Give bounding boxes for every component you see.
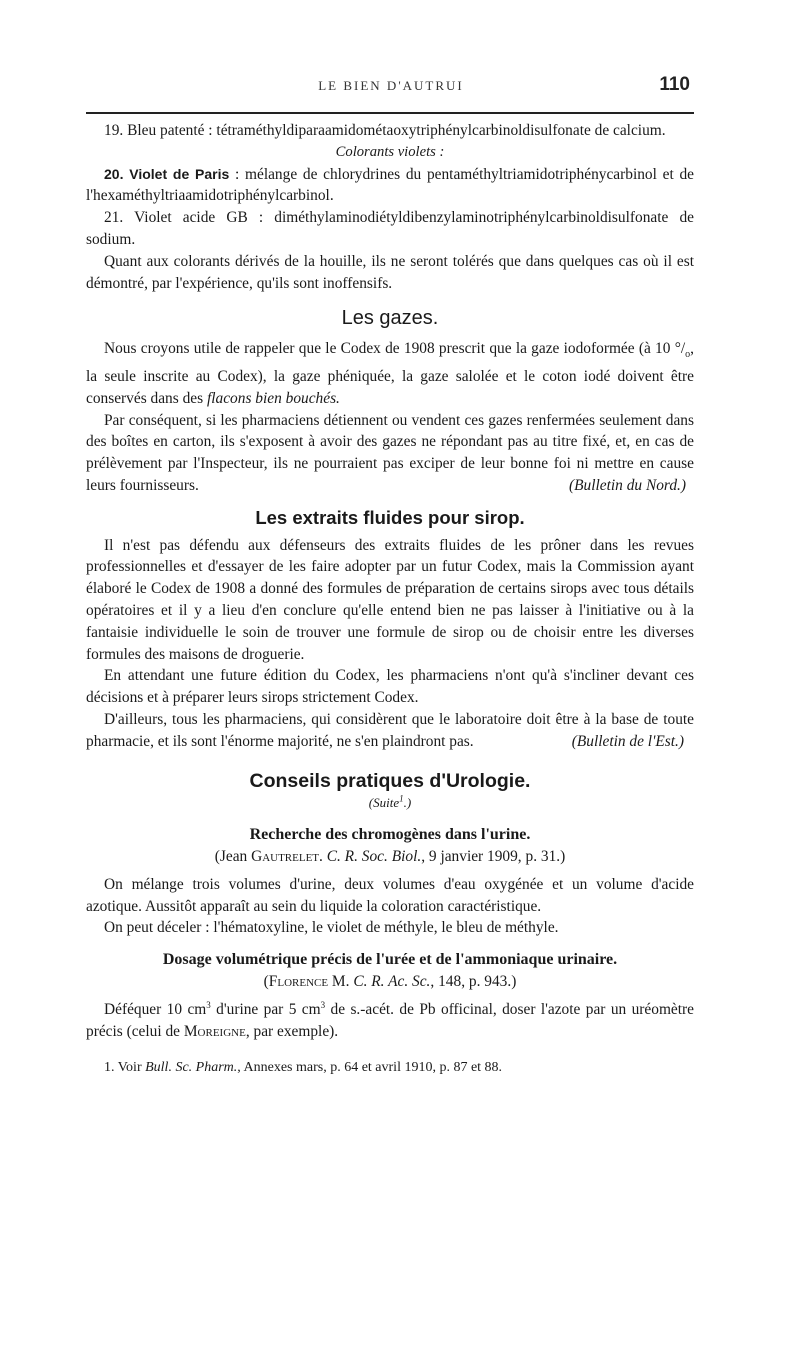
ref1-sep: .: [319, 847, 327, 865]
ref2-initial: M.: [328, 972, 354, 990]
item-21: [86, 207, 694, 251]
suite-end: .): [403, 795, 412, 811]
dosage-text-b: d'urine par 5 cm: [210, 1000, 321, 1018]
dosage-sup-1: 3: [206, 999, 211, 1010]
gazes-p1-text-a: Nous croyons utile de rappeler que le Codex de 1908 prescrit que la gaze iodoformée (à 10 °/: [104, 340, 686, 358]
gazes-citation: (Bulletin du Nord.): [569, 477, 686, 495]
item-19-number: 19.: [104, 122, 124, 139]
colorants-paragraph: Quant aux colorants dérivés de la houille, ils ne seront tolérés que dans quelques cas où il est démontré, par l'expérience, qu'ils sont inoffensifs.: [86, 252, 694, 292]
dosage-text-a: Déféquer 10 cm: [104, 1000, 207, 1018]
gazes-p1-sub: o: [685, 349, 691, 361]
chromogenes-paragraph-1: On mélange trois volumes d'urine, deux volumes d'eau oxygénée et un volume d'acide azotique. Aussitôt apparaît au sein du liquide la coloration caractéristique.: [86, 875, 694, 915]
dosage-text-d: , par exemple).: [245, 1022, 339, 1040]
extraits-paragraph-3: [86, 709, 694, 753]
subsection-title-dosage: Dosage volumétrique précis de l'urée et de l'ammoniaque urinaire.: [162, 951, 618, 969]
urologie-suite: [86, 792, 694, 814]
chromogenes-paragraph-2: On peut déceler : l'hématoxyline, le violet de méthyle, le bleu de méthyle.: [104, 919, 559, 937]
gazes-p1-italic: flacons bien bouchés.: [206, 389, 340, 407]
section-title-gazes: Les gazes.: [341, 307, 439, 330]
section-title-extraits: Les extraits fluides pour sirop.: [255, 506, 525, 528]
item-20-text: : mélange de chlorydrines du pentaméthyltriamidotriphénycarbinol et de l'hexaméthyltriaamidotriphénylcarbinol.: [86, 165, 694, 205]
footnote-number: 1.: [104, 1060, 115, 1076]
footnote-text-a: Voir: [114, 1060, 146, 1076]
gazes-paragraph-1: [86, 338, 694, 409]
extraits-paragraph-2: En attendant une future édition du Codex, les pharmaciens n'ont qu'à s'incliner devant ces décisions et à préparer leurs sirops strictement Codex.: [86, 667, 694, 707]
footnote: [86, 1058, 694, 1078]
suite-text: (Suite: [368, 795, 400, 811]
ref1-author: Gautrelet: [251, 847, 320, 865]
gazes-p1-text-b: , la seule inscrite au Codex), la gaze phéniquée, la gaze salolée et le coton iodé doivent être conservés dans des: [86, 340, 694, 407]
chromogenes-reference: [86, 846, 694, 868]
ref2-author: Florence: [268, 972, 329, 990]
page-header: [86, 74, 696, 104]
extraits-paragraph-1: Il n'est pas défendu aux défenseurs des extraits fluides de les prôner dans les revues professionnelles et d'essayer de les faire adopter par un futur Codex, mais la Commission ayant élaboré le Codex de 1908 a donné des formules de préparation de certains sirops avec tous détails opératoires et il y a lieu d'en conclure qu'elle entend bien ne pas laisser à l'initiative ou à la fantaisie individuelle le soin de trouver une formule de sirop ou de choisir entre les diverses formules des maisons de droguerie.: [86, 536, 694, 663]
dosage-reference: [86, 971, 694, 993]
gazes-p2-text: Par conséquent, si les pharmaciens détiennent ou vendent ces gazes renfermées seulement dans des boîtes en carton, ils s'exposent à avoir des gazes ne répondant pas au titre fixé, et, en cas de prélèvement par l'Inspecteur, ils ne pourraient pas exciper de leur bonne foi ni mettre en cause leurs fournisseurs.: [86, 411, 694, 495]
ref2-journal: C. R. Ac. Sc.: [353, 972, 431, 990]
footnote-journal: Bull. Sc. Pharm.: [145, 1060, 238, 1076]
item-19-text: Bleu patenté : tétraméthyldiparaamidométaoxytriphénylcarbinoldisulfonate de calcium.: [123, 122, 666, 139]
item-21-text: Violet acide GB : diméthylaminodiétyldibenzylaminotriphénylcarbinoldisulfonate de sodium.: [86, 209, 694, 248]
section-title-urologie: Conseils pratiques d'Urologie.: [249, 769, 531, 792]
page-number: 110: [659, 74, 690, 95]
ref1-date: , 9 janvier 1909, p. 31.): [421, 847, 566, 865]
item-20: [86, 164, 694, 208]
page-content: [86, 120, 694, 1078]
violets-heading: Colorants violets :: [335, 143, 445, 160]
subsection-title-chromogenes: Recherche des chromogènes dans l'urine.: [249, 826, 531, 844]
header-rule: [86, 112, 694, 114]
dosage-sup-2: 3: [320, 999, 326, 1010]
item-20-label: Violet de Paris: [123, 165, 230, 182]
extraits-p3-text: D'ailleurs, tous les pharmaciens, qui considèrent que le laboratoire doit être à la base de toute pharmacie, et ils sont l'énorme majorité, ne s'en plaindront pas.: [86, 711, 694, 750]
suite-footnote-mark: 1: [399, 794, 404, 805]
dosage-paragraph: [86, 999, 694, 1043]
ref2-open: (: [263, 972, 269, 990]
item-20-number: 20.: [104, 165, 124, 182]
extraits-citation: (Bulletin de l'Est.): [571, 732, 684, 750]
footnote-text-b: , Annexes mars, p. 64 et avril 1910, p. 87 et 88.: [237, 1060, 503, 1076]
ref2-date: , 148, p. 943.): [430, 972, 517, 990]
gazes-paragraph-2: [86, 410, 694, 497]
item-19: [86, 120, 694, 142]
running-title: LE BIEN D'AUTRUI: [318, 78, 464, 93]
dosage-author-name: Moreigne: [183, 1022, 246, 1040]
dosage-text-c: de s.-acét. de Pb officinal, doser l'azote par un uréomètre précis (celui de: [86, 1000, 694, 1040]
ref1-journal: C. R. Soc. Biol.: [326, 847, 422, 865]
item-21-number: 21.: [104, 209, 124, 227]
ref1-open: (Jean: [214, 847, 252, 865]
